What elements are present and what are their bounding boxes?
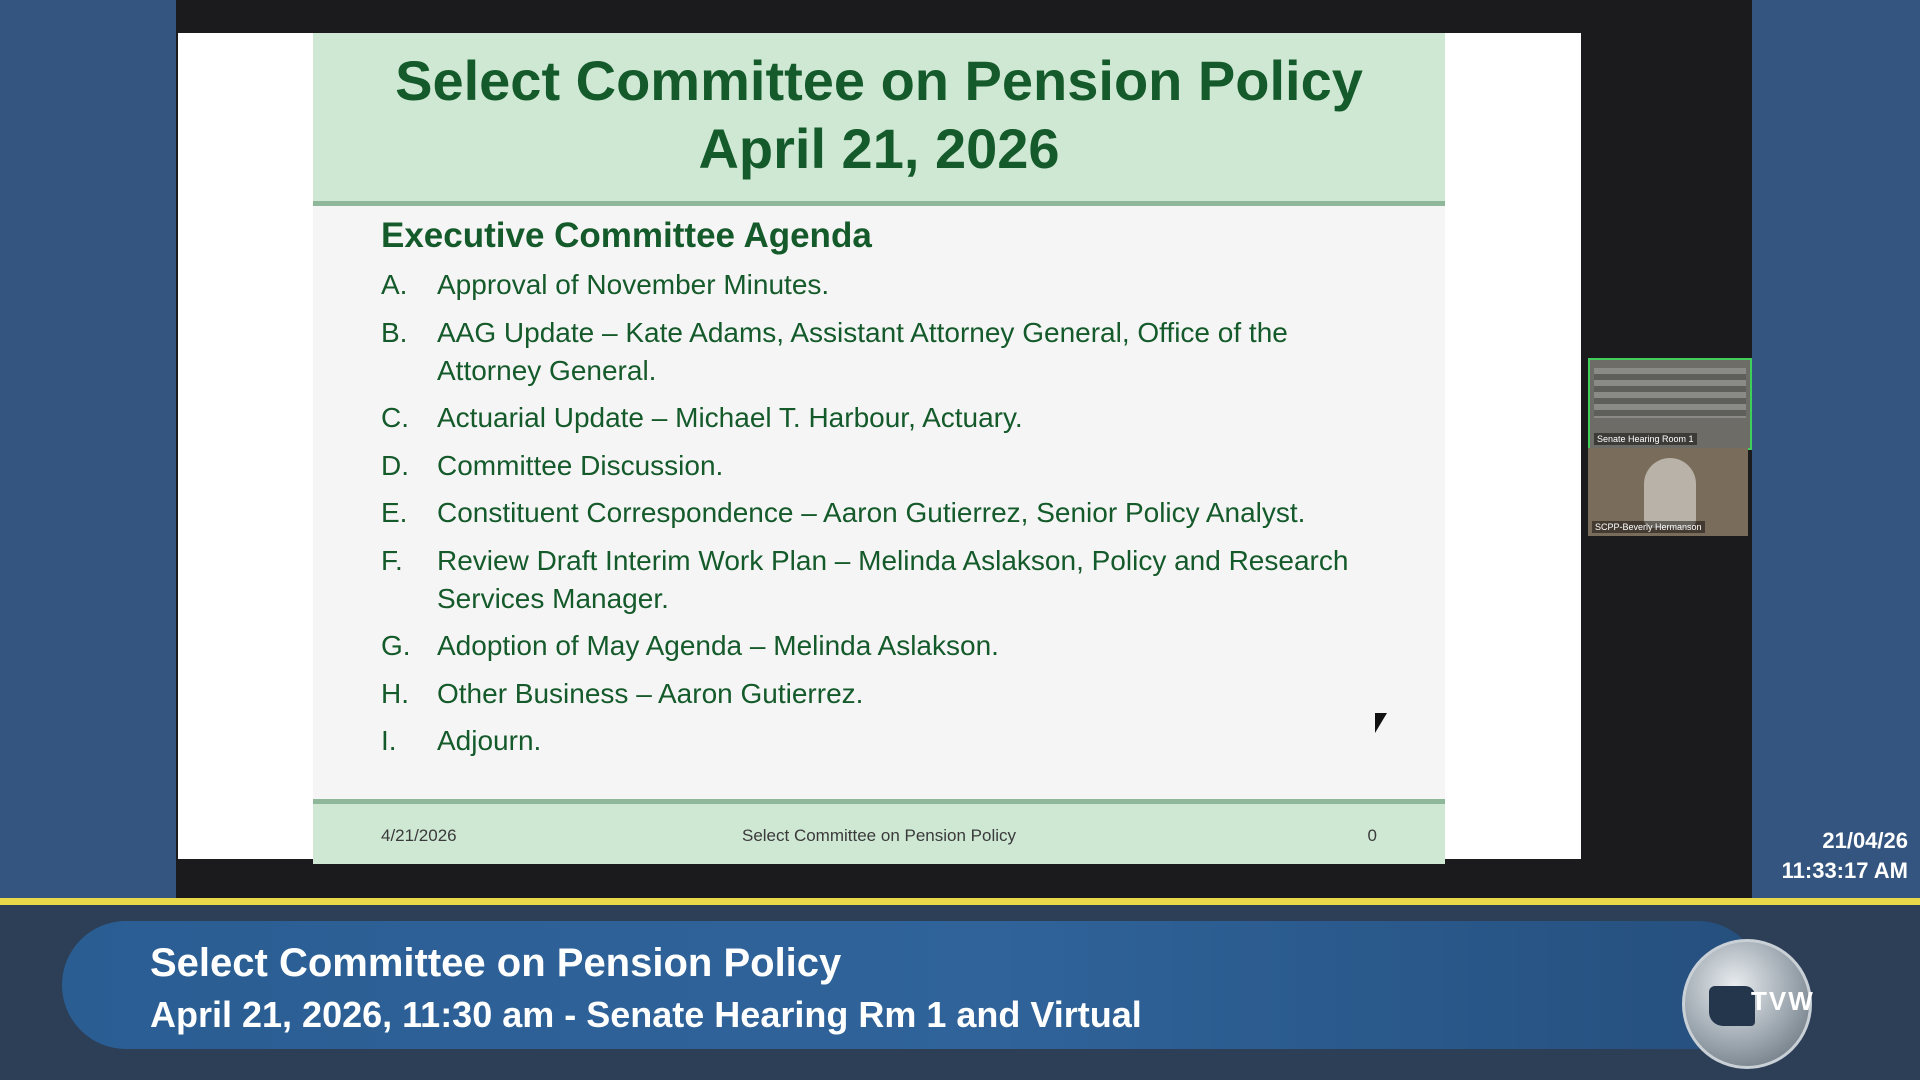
lower-third-divider: [0, 898, 1920, 905]
agenda-letter: A.: [381, 269, 408, 300]
broadcast-clock: [1782, 826, 1908, 886]
participant-video: [1644, 458, 1696, 528]
logo-text: TVW: [1751, 986, 1815, 1016]
clock-time: 11:33:17 AM: [1781, 858, 1908, 883]
clock-date: 21/04/26: [1822, 828, 1908, 853]
agenda-letter: H.: [381, 677, 409, 709]
slide-title-line1: Select Committee on Pension Policy: [395, 49, 1363, 112]
presentation-slide: [178, 33, 1581, 859]
agenda-text: Constituent Correspondence – Aaron Gutierrez, Senior Policy Analyst.: [437, 497, 1306, 528]
agenda-text: Actuarial Update – Michael T. Harbour, Actuary.: [437, 402, 1023, 433]
agenda-item: [381, 266, 1391, 304]
footer-date: 4/21/2026: [381, 826, 457, 845]
participant-tile-senate-hearing-room[interactable]: [1588, 358, 1752, 450]
agenda-text: Committee Discussion.: [437, 449, 724, 481]
agenda-item: [381, 722, 1391, 760]
agenda-letter: D.: [381, 449, 409, 481]
participant-tile-beverly-hermanson[interactable]: [1588, 448, 1748, 536]
agenda-text: Other Business – Aaron Gutierrez.: [437, 677, 864, 709]
participant-label: SCPP-Beverly Hermanson: [1592, 521, 1705, 533]
agenda-letter: I.: [381, 725, 397, 756]
agenda-letter: B.: [381, 316, 408, 348]
agenda-text: Approval of November Minutes.: [437, 269, 830, 300]
mouse-cursor-icon: [1375, 713, 1387, 733]
agenda-list: [381, 266, 1391, 770]
banner-subtitle: April 21, 2026, 11:30 am - Senate Hearing Rm 1 and Virtual: [150, 994, 1142, 1035]
washington-state-icon: [1709, 986, 1755, 1026]
agenda-item: [381, 314, 1391, 390]
agenda-item: [381, 627, 1391, 665]
tvw-logo-icon: [1682, 939, 1815, 1069]
agenda-item: [381, 399, 1391, 437]
lower-third-bar: [0, 905, 1920, 1080]
agenda-text: AAG Update – Kate Adams, Assistant Attorney General, Office of the Attorney General.: [437, 316, 1288, 386]
agenda-text: Review Draft Interim Work Plan – Melinda Aslakson, Policy and Research Services Manager.: [437, 544, 1349, 614]
slide-content: [313, 33, 1445, 859]
footer-page-number: 0: [1367, 826, 1377, 845]
hearing-room-video: [1594, 368, 1746, 418]
agenda-item: [381, 494, 1391, 532]
agenda-letter: E.: [381, 497, 408, 528]
slide-title: [313, 47, 1445, 183]
agenda-text: Adjourn.: [437, 725, 542, 756]
agenda-item: [381, 542, 1391, 618]
slide-footer: [313, 799, 1445, 864]
agenda-heading: Executive Committee Agenda: [381, 216, 872, 255]
slide-header: [313, 33, 1445, 206]
agenda-letter: G.: [381, 630, 411, 661]
agenda-item: [381, 675, 1391, 713]
lower-third-banner: [62, 921, 1815, 1049]
footer-title: Select Committee on Pension Policy: [741, 826, 1017, 845]
slide-title-line2: April 21, 2026: [698, 117, 1060, 180]
agenda-letter: C.: [381, 402, 409, 433]
agenda-text: Adoption of May Agenda – Melinda Aslakson.: [437, 630, 999, 661]
agenda-item: [381, 447, 1391, 485]
banner-title: Select Committee on Pension Policy: [150, 941, 842, 985]
participant-label: Senate Hearing Room 1: [1594, 433, 1697, 445]
agenda-letter: F.: [381, 544, 403, 576]
